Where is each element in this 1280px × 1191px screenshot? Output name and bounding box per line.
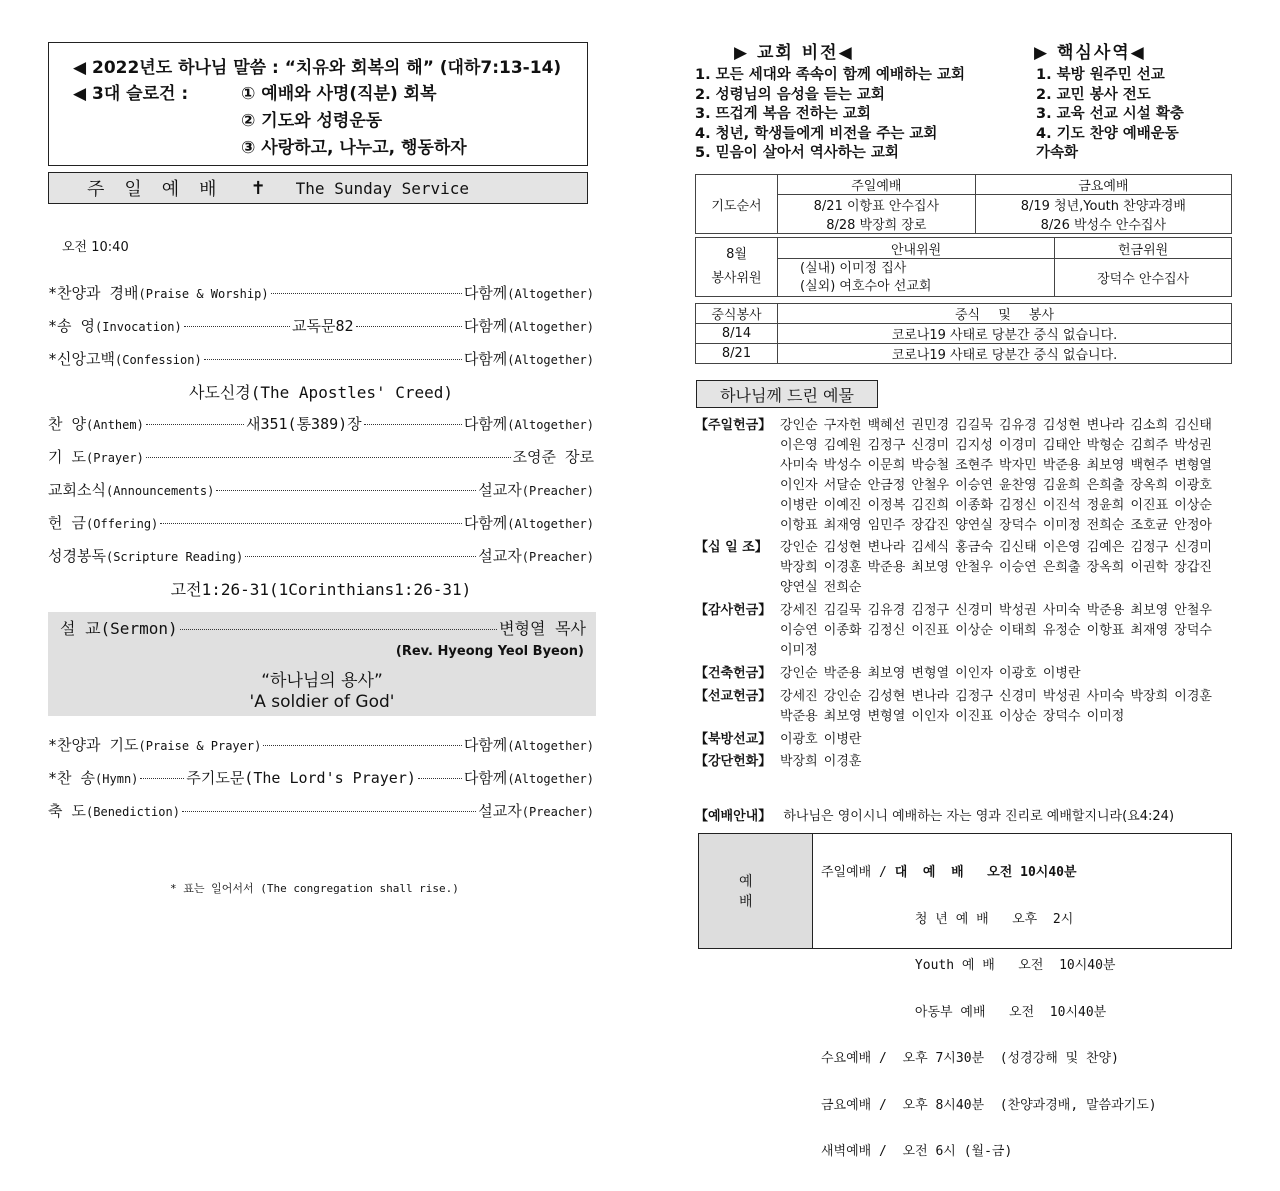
order-item-english: (Hymn) <box>95 772 139 786</box>
core-item: 1. 북방 원주민 선교 <box>1036 67 1165 83</box>
offering-row <box>695 752 1224 772</box>
offering-row <box>695 538 1224 598</box>
service-header <box>48 172 588 204</box>
order-item-leader: 설교자 <box>478 547 522 565</box>
offering-label: 【강단헌화】 <box>695 754 772 769</box>
scripture-reference: 고전1:26-31(1Corinthians1:26-31) <box>170 580 472 599</box>
schedule-lines <box>821 834 1157 1191</box>
vision-item: 1. 모든 세대와 족속이 함께 예배하는 교회 <box>695 67 965 83</box>
table-cell: (실외) 여호수아 선교회 <box>800 278 932 294</box>
sermon-title-korean: “하나님의 용사” <box>261 671 383 691</box>
main-service-time: 대 예 배 오전 10시40분 <box>894 865 1077 880</box>
order-item-name: 찬 양 <box>48 415 87 433</box>
offering-row <box>695 687 1224 727</box>
slogans <box>73 81 587 162</box>
sermon-label: 설 교(Sermon) <box>60 619 178 638</box>
schedule-line <box>821 865 1157 881</box>
vision-title: ▶ 교회 비전◀ <box>734 43 854 63</box>
order-item-leader-english: (Altogether) <box>507 287 594 301</box>
vision-item: 4. 청년, 학생들에게 비전을 주는 교회 <box>695 125 938 142</box>
service-time: 오전 10:40 <box>62 240 129 255</box>
offering-row <box>695 664 1224 684</box>
leader-dots <box>140 778 184 779</box>
offering-label: 【선교헌금】 <box>695 689 772 704</box>
order-item-leader-english: (Altogether) <box>507 353 594 367</box>
order-item-leader-english: (Altogether) <box>507 739 594 753</box>
order-item-leader: 다함께 <box>463 514 508 532</box>
order-row <box>48 315 594 336</box>
column-header: 안내위원 <box>778 238 1055 259</box>
leader-dots <box>263 745 461 746</box>
order-row <box>48 348 594 369</box>
leader-dots <box>182 811 476 812</box>
offering-label: 【건축헌금】 <box>695 666 772 681</box>
table-cell: 8/26 박성수 안수집사 <box>975 214 1231 234</box>
column-header: 중식 및 봉사 <box>778 304 1232 324</box>
sermon-title-english: 'A soldier of God' <box>249 692 395 712</box>
slogan-item: ② 기도와 성령운동 <box>241 111 383 131</box>
apostles-creed: 사도신경(The Apostles' Creed) <box>188 383 454 402</box>
order-item-detail: 주기도문(The Lord's Prayer) <box>186 769 416 787</box>
offering-row <box>695 601 1224 661</box>
column-header: 금요예배 <box>975 175 1231 195</box>
order-item-leader: 설교자 <box>478 481 522 499</box>
table-cell: 코로나19 사태로 당분간 중식 없습니다. <box>778 344 1232 364</box>
table-cell: 장덕수 안수집사 <box>1055 259 1232 297</box>
order-item-english: (Praise & Worship) <box>138 287 269 301</box>
offering-names: 강세진 강인순 김성현 변나라 김정구 신경미 박성권 사미숙 박장희 이경훈 박준용 최보영 변형열 이인자 이진표 이상순 장덕수 이미정 <box>780 689 1212 724</box>
vision-item: 3. 뜨겁게 복음 전하는 교회 <box>695 106 871 122</box>
order-item-english: (Anthem) <box>86 418 144 432</box>
offering-label: 【감사헌금】 <box>695 603 772 618</box>
vision-list <box>695 66 965 164</box>
offering-names: 강인순 구자헌 백혜선 권민경 김길묵 김유경 김성현 변나라 김소희 김신태 이은영 김예원 김정구 신경미 김지성 이경미 김태안 박형순 김희주 박성권 사미숙 박성수 이문희 박승철 조현주 박자민 박준용 최보영 백현주 변형열 이인자 서달순 안금정 안철우 이승연 윤찬영 김윤희 은희출 장옥희 이광호 이병란 이예진 이정복 김진희 이종화 김정신 이진석 정윤희 이진표 이상순 이항표 최재영 임민주 장갑진 양연실 장덕수 이미정 전희순 조호균 안정아 <box>780 418 1212 533</box>
standing-note: * 표는 일어서서 (The congregation shall rise.) <box>170 882 459 895</box>
volunteer-label <box>696 238 778 297</box>
order-row <box>48 734 594 755</box>
order-row <box>48 545 594 566</box>
order-item-name: *신앙고백 <box>48 350 115 368</box>
order-row <box>48 512 594 533</box>
offering-names: 강세진 김길묵 김유경 김정구 신경미 박성권 사미숙 박준용 최보영 안철우 이승연 이종화 김정신 이진표 이상순 이태희 유정순 이항표 최재영 장덕수 이미정 <box>780 603 1212 658</box>
order-row <box>48 767 594 788</box>
volunteer-table <box>695 237 1232 297</box>
order-row <box>48 800 594 821</box>
order-item-name: 교회소식 <box>48 481 106 499</box>
offering-row <box>695 416 1224 536</box>
leader-dots <box>364 424 462 425</box>
order-row <box>48 282 594 303</box>
order-item-detail: 교독문82 <box>292 317 354 335</box>
order-item-leader-english: (Preacher) <box>521 484 594 498</box>
schedule-text: 주일예배 / <box>821 865 895 880</box>
order-item-english: (Benediction) <box>86 805 180 819</box>
offering-names: 강인순 김성현 변나라 김세식 홍금숙 김신태 이은영 김예은 김정구 신경미 박장희 이경훈 박준용 최보영 안철우 이승연 은희출 장옥희 이권학 장갑진 양연실 전희순 <box>780 540 1212 595</box>
leader-dots <box>204 359 462 360</box>
order-item-leader-english: (Altogether) <box>507 320 595 334</box>
order-item-name: 헌 금 <box>48 514 87 532</box>
order-item-leader: 설교자 <box>478 802 522 820</box>
order-item-english: (Invocation) <box>95 320 182 334</box>
order-item-leader-english: (Preacher) <box>521 805 594 819</box>
order-item-name: *찬 송 <box>48 769 96 787</box>
offering-names: 이광호 이병란 <box>780 732 862 747</box>
leader-dots <box>146 424 244 425</box>
order-item-leader-english: (Preacher) <box>521 550 594 564</box>
prayer-order-label: 기도순서 <box>696 175 778 234</box>
order-row <box>48 479 594 500</box>
leader-dots <box>245 556 476 557</box>
schedule-label: 예배 <box>699 834 813 948</box>
offering-names: 강인순 박준용 최보영 변형열 이인자 이광호 이병란 <box>780 666 1081 681</box>
leader-dots <box>146 457 511 458</box>
order-item-leader: 다함께 <box>463 415 508 433</box>
order-item-leader-english: (Altogether) <box>507 418 594 432</box>
leader-dots <box>180 629 497 630</box>
order-item-detail: 새351(통389)장 <box>245 415 362 433</box>
schedule-line: Youth 예 배 오전 10시40분 <box>821 958 1116 973</box>
table-cell: 코로나19 사태로 당분간 중식 없습니다. <box>778 324 1232 344</box>
order-item-english: (Announcements) <box>105 484 215 498</box>
cross-icon: ✝ <box>250 177 266 199</box>
order-item-name: 축 도 <box>48 802 87 820</box>
order-item-leader-english: (Altogether) <box>507 772 595 786</box>
leader-dots <box>216 490 476 491</box>
core-ministry-list <box>1036 66 1184 164</box>
worship-guide-verse: 하나님은 영이시니 예배하는 자는 영과 진리로 예배할지니라(요4:24) <box>783 809 1175 824</box>
table-cell: (실내) 이미정 집사 <box>800 260 907 276</box>
slogan-list <box>241 81 467 162</box>
column-header: 중식봉사 <box>696 304 778 324</box>
slogan-label: ◀ 3대 슬로건 : <box>73 84 189 104</box>
table-cell: 8/21 이항표 안수집사 <box>778 195 976 215</box>
order-item-english: (Praise & Prayer) <box>138 739 262 753</box>
vision-item: 2. 성령님의 음성을 듣는 교회 <box>695 86 885 103</box>
offering-label: 【십 일 조】 <box>695 540 768 555</box>
core-ministry-title: ▶ 핵심사역◀ <box>1034 43 1146 63</box>
leader-dots <box>184 326 290 327</box>
column-header: 주일예배 <box>778 175 976 195</box>
table-cell: 8/14 <box>696 324 778 344</box>
core-item: 가속화 <box>1036 145 1079 161</box>
schedule-line: 아동부 예배 오전 10시40분 <box>821 1004 1107 1020</box>
leader-dots <box>356 326 462 327</box>
order-item-leader: 조영준 장로 <box>512 448 594 466</box>
leader-dots <box>160 523 462 524</box>
worship-guide <box>695 805 1174 824</box>
order-item-leader: 다함께 <box>463 736 508 754</box>
leader-dots <box>271 293 462 294</box>
schedule-box <box>698 833 1232 1159</box>
order-item-leader: 다함께 <box>463 317 508 335</box>
core-item: 4. 기도 찬양 예배운동 <box>1036 125 1179 142</box>
usher-cell <box>778 259 1055 297</box>
order-item-name: *찬양과 기도 <box>48 736 139 754</box>
order-item-leader: 다함께 <box>463 350 508 368</box>
worship-guide-label: 【예배안내】 <box>695 809 772 824</box>
year-motto: ◀ 2022년도 하나님 말씀 : “치유와 회복의 해” (대하7:13-14) <box>73 58 562 78</box>
order-item-english: (Offering) <box>86 517 159 531</box>
order-item-english: (Scripture Reading) <box>105 550 244 564</box>
volunteer-label-text: 봉사위원 <box>711 271 762 286</box>
prayer-order-table <box>695 174 1232 234</box>
preacher-english: (Rev. Hyeong Yeol Byeon) <box>395 644 584 659</box>
order-item-name: *찬양과 경배 <box>48 284 139 302</box>
offering-label: 【북방선교】 <box>695 732 772 747</box>
order-item-english: (Confession) <box>115 353 202 367</box>
order-item-leader: 다함께 <box>463 769 508 787</box>
service-title-korean: 주일예배 <box>87 179 237 200</box>
core-item: 2. 교민 봉사 전도 <box>1036 86 1151 103</box>
sermon-box <box>48 612 596 716</box>
slogan-item: ③ 사랑하고, 나누고, 행동하자 <box>241 138 467 158</box>
table-cell: 8/19 청년,Youth 찬양과경배 <box>975 195 1231 215</box>
service-title-english: The Sunday Service <box>295 178 470 198</box>
offering-row <box>695 730 1224 750</box>
sermon-row <box>60 616 586 639</box>
column-header: 헌금위원 <box>1055 238 1232 259</box>
month-label: 8월 <box>726 247 747 262</box>
lunch-service-table <box>695 303 1232 364</box>
offering-names: 박장희 이경훈 <box>780 754 862 769</box>
offering-label: 【주일헌금】 <box>695 418 772 433</box>
schedule-line: 금요예배 / 오후 8시40분 (찬양과경배, 말씀과기도) <box>821 1097 1157 1113</box>
order-item-name: 성경봉독 <box>48 547 106 565</box>
schedule-line: 수요예배 / 오후 7시30분 (성경강해 및 찬양) <box>821 1051 1119 1066</box>
order-item-name: 기 도 <box>48 448 87 466</box>
order-row <box>48 446 594 467</box>
leader-dots <box>418 778 462 779</box>
table-cell: 8/21 <box>696 344 778 364</box>
sermon-preacher: 변형열 목사 <box>499 619 586 638</box>
order-row <box>48 413 594 434</box>
offerings-title: 하나님께 드린 예물 <box>696 380 878 408</box>
vision-item: 5. 믿음이 살아서 역사하는 교회 <box>695 145 899 161</box>
order-item-english: (Prayer) <box>86 451 144 465</box>
order-item-name: *송 영 <box>48 317 96 335</box>
schedule-line: 청 년 예 배 오후 2시 <box>821 911 1074 927</box>
order-item-leader-english: (Altogether) <box>507 517 594 531</box>
core-item: 3. 교육 선교 시설 확충 <box>1036 106 1184 122</box>
motto-box <box>48 42 588 166</box>
schedule-line: 새벽예배 / 오전 6시 (월-금) <box>821 1144 1013 1159</box>
table-cell: 8/28 박장희 장로 <box>778 214 976 234</box>
order-item-leader: 다함께 <box>463 284 508 302</box>
slogan-item: ① 예배와 사명(직분) 회복 <box>241 84 437 104</box>
